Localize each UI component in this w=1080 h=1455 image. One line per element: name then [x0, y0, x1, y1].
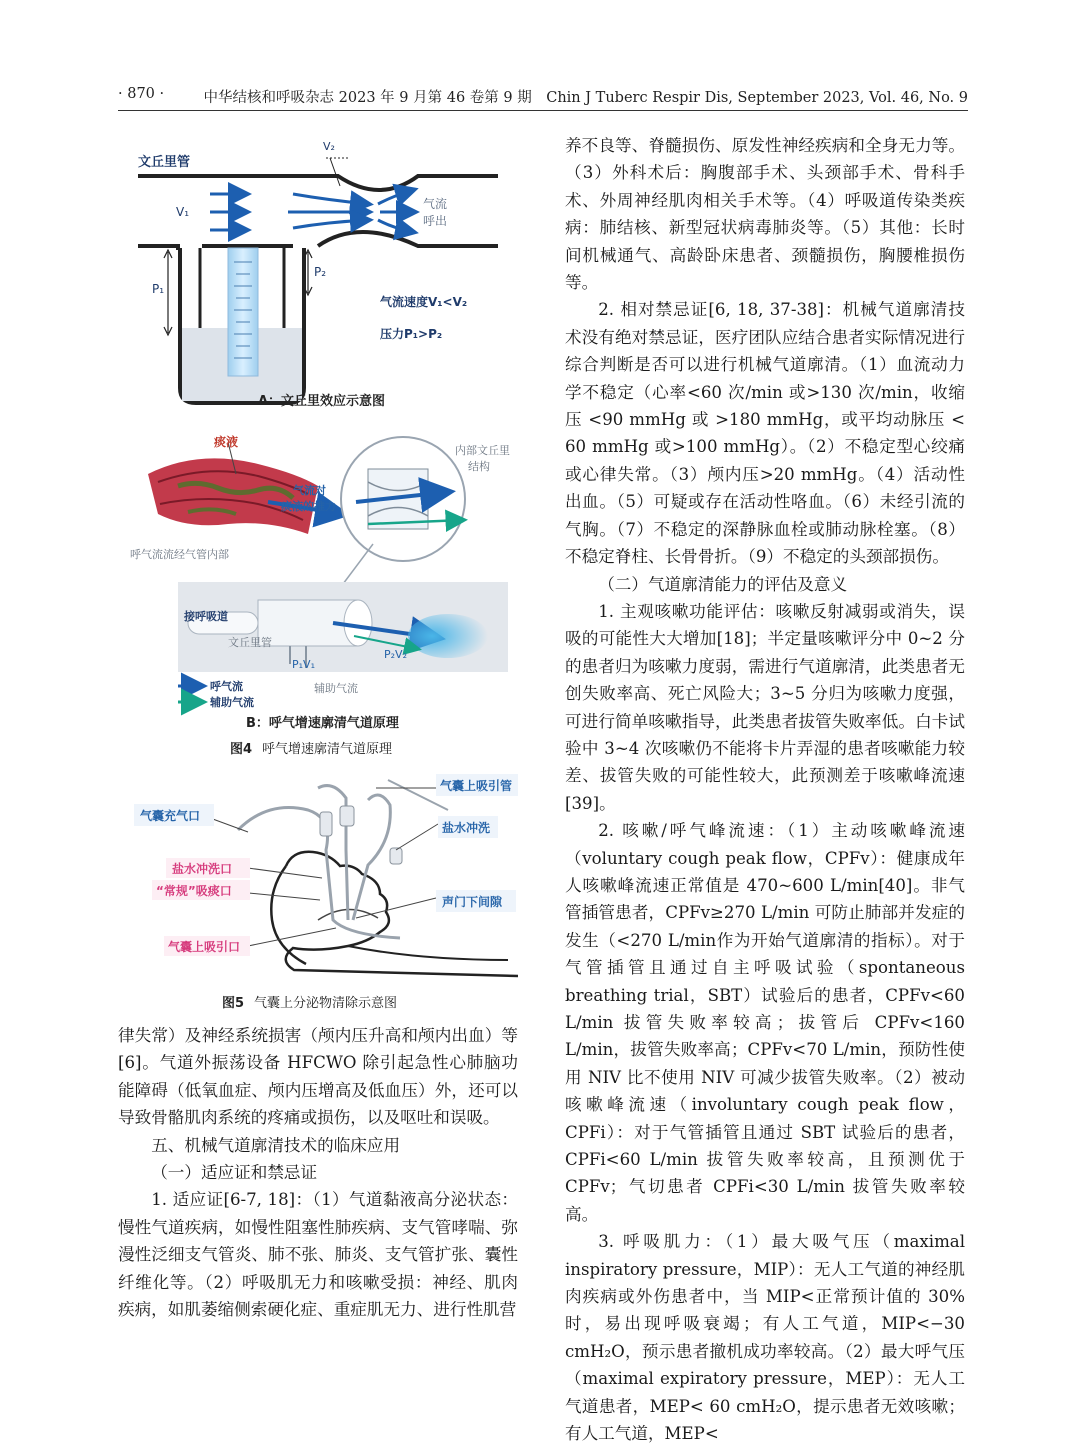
label-internal-venturi: 内部文丘里 [455, 444, 510, 457]
left-paragraph-1: 律失常）及神经系统损害（颅内压升高和颅内出血）等[6]。气道外振荡设备 HFCWO 除引起急性心肺脑功能障碍（低氧血症、颅内压增高及低血压）外，还可以导致骨骼肌肉系统的疼痛或损伤，以及呕吐和误吸。 [118, 1026, 518, 1128]
label-force-1: 气流对 [293, 484, 326, 497]
label-speed-relation: 气流速度V₁<V₂ [380, 295, 468, 309]
label-p2: P₂ [314, 265, 327, 279]
journal-citation: 中华结核和呼吸杂志 2023 年 9 月第 46 卷第 9 期 Chin J Tuberc Respir Dis, September 2023, Vol. 46, No. 9 [203, 90, 968, 106]
figure-4b-clearance [118, 424, 518, 720]
right-paragraph-muscle-strength: 3. 呼吸肌力：（1）最大吸气压（maximal inspiratory pressure，MIP）：无人工气道的神经肌肉疾病或外伤患者中，当 MIP<正常预计值的 30% 时，易出现呼吸衰竭；有人工气道，MIP<−30 cmH₂O，预示患者撤机成功率较高。（2）最大呼气压（maximal expiratory pressure，MEP）：无人工气道患者，MEP< 60 cmH₂O，提示患者无效咳嗽；有人工气道，MEP< [565, 1232, 965, 1444]
figure-4a-venturi [118, 128, 518, 413]
legend-exhale: 呼气流 [210, 680, 243, 693]
label-p1: P₁ [152, 282, 165, 296]
figure-4a-caption: A：文丘里效应示意图 [258, 394, 386, 409]
figure-5-caption [222, 992, 397, 1011]
label-airflow: 气流 [423, 197, 448, 211]
label-exhaled-through: 呼气流流经气管内部 [130, 548, 229, 561]
subsection-heading-2: （二）气道廓清能力的评估及意义 [598, 574, 848, 594]
figure-5-subglottic [118, 770, 518, 985]
label-sputum: 痰液 [214, 435, 239, 449]
label-saline-flush: 盐水冲洗 [442, 821, 491, 835]
page-number: · 870 · [118, 86, 165, 102]
legend-aux: 辅助气流 [210, 696, 254, 709]
label-cuff-inflation: 气囊充气口 [140, 809, 201, 823]
label-exhale: 呼出 [423, 214, 448, 228]
label-routine-suction: “常规”吸痰口 [156, 884, 232, 898]
label-connect-airway: 接呼吸道 [184, 610, 228, 623]
left-column [118, 1022, 518, 1323]
header-rule [118, 110, 968, 111]
label-subglottic: 声门下间隙 [442, 895, 503, 909]
subsection-heading-1: （一）适应证和禁忌证 [151, 1163, 318, 1183]
label-venturi-tube-b: 文丘里管 [228, 636, 272, 649]
right-paragraph-peak-flow: 2. 咳嗽/呼气峰流速：（1）主动咳嗽峰流速（voluntary cough peak flow，CPFv）：健康成年人咳嗽峰流速正常值是 470~600 L/min[40]。非气管插管患者，CPFv≥270 L/min 可防止肺部并发症的发生（<270 L/min作为开始气道廓清的指标）。对于气管插管且通过自主呼吸试验（spontaneous breathing trial，SBT）试验后的患者，CPFv<60 L/min 拔管失败率较高；拔管后 CPFv<160 L/min，拔管失败率高；CPFv<70 L/min，预防性使用 NIV 比不使用 NIV 可减少拔管失败率。（2）被动咳嗽峰流速（involuntary cough peak flow，CPFi）：对于气管插管且通过 SBT 试验后的患者，CPFi<60 L/min 拔管失败率较高，且预测优于 CPFv；气切患者 CPFi<30 L/min 拔管失败率较高。 [565, 821, 965, 1224]
label-v2: V₂ [323, 140, 335, 153]
figure-4-label: 图4 [230, 742, 253, 757]
label-venturi-tube: 文丘里管 [138, 155, 191, 170]
label-cuff-upper-tube: 气囊上吸引管 [440, 779, 513, 793]
running-header [118, 86, 968, 110]
left-paragraph-indications: 1. 适应证[6-7, 18]：（1）气道黏液高分泌状态：慢性气道疾病，如慢性阻塞性肺疾病、支气管哮喘、弥漫性泛细支气管炎、肺不张、肺炎、支气管扩张、囊性纤维化等。（2）呼吸肌无力和咳嗽受损：神经、肌肉疾病，如肌萎缩侧索硬化症、重症肌无力、进行性肌营 [118, 1190, 518, 1320]
label-pressure-relation: 压力P₁>P₂ [380, 327, 443, 341]
figure-5-text: 气囊上分泌物清除示意图 [254, 996, 398, 1011]
figure-4b-caption: B：呼气增速廓清气道原理 [246, 716, 399, 731]
figure-4-text: 呼气增速廓清气道原理 [262, 742, 393, 757]
figure-4-caption [230, 738, 392, 757]
label-force-2: 痰液的推力 [281, 500, 336, 513]
right-column [565, 132, 965, 1448]
label-p2v2: P₂V₂ [384, 648, 407, 661]
figure-5-label: 图5 [222, 996, 245, 1011]
section-heading-5: 五、机械气道廓清技术的临床应用 [151, 1135, 401, 1155]
label-v1: V₁ [176, 205, 190, 219]
label-p1v1: P₁V₁ [292, 658, 315, 671]
label-aux-flow: 辅助气流 [314, 682, 358, 695]
label-structure: 结构 [468, 460, 490, 473]
label-cuff-suction-port: 气囊上吸引口 [168, 940, 241, 954]
right-paragraph-cough-assessment: 1. 主观咳嗽功能评估：咳嗽反射减弱或消失，误吸的可能性大大增加[18]；半定量咳嗽评分中 0~2 分的患者归为咳嗽力度弱，需进行气道廓清，此类患者无创失败率高、死亡风险大；3~5 分归为咳嗽力度强，可进行简单咳嗽指导，此类患者拔管失败率低。白卡试验中 3~4 次咳嗽仍不能将卡片弄湿的患者咳嗽能力较差、拔管失败的可能性较大，此预测差于咳嗽峰流速[39]。 [565, 601, 965, 813]
right-paragraph-contraindications: 2. 相对禁忌证[6, 18, 37-38]：机械气道廓清技术没有绝对禁忌证，医疗团队应结合患者实际情况进行综合判断是否可以进行机械气道廓清。（1）血流动力学不稳定（心率<60 次/min 或>130 次/min，收缩压 <90 mmHg 或 >180 mmHg，或平均动脉压 < 60 mmHg 或>100 mmHg）。（2）不稳定型心绞痛或心律失常。（3）颅内压>20 mmHg。（4）活动性出血。（5）可疑或存在活动性咯血。（6）未经引流的气胸。（7）不稳定的深静脉血栓或肺动脉栓塞。（8）不稳定脊柱、长骨骨折。（9）不稳定的头颈部损伤。 [565, 300, 965, 567]
right-paragraph-continued: 养不良等、脊髓损伤、原发性神经疾病和全身无力等。（3）外科术后：胸腹部手术、头颈部手术、骨科手术、外周神经肌肉相关手术等。（4）呼吸道传染类疾病：肺结核、新型冠状病毒肺炎等。（5）其他：长时间机械通气、高龄卧床患者、颈髓损伤，胸腰椎损伤等。 [565, 136, 965, 293]
label-saline-port: 盐水冲洗口 [172, 862, 233, 876]
